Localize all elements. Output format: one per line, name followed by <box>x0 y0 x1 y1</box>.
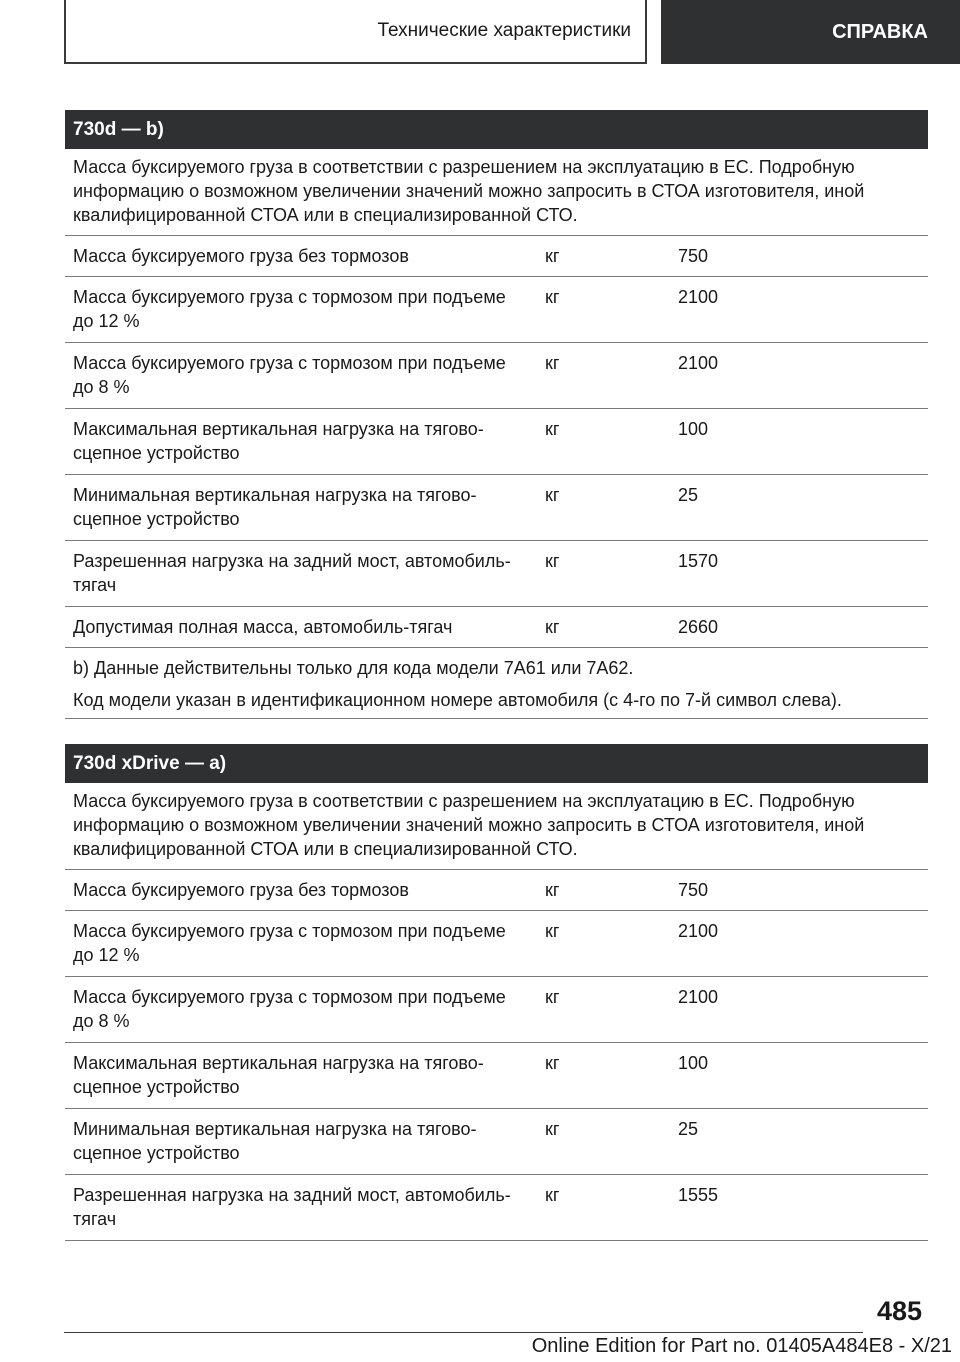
row-label: Разрешенная нагрузка на задний мост, автомобиль-тягач <box>73 551 511 595</box>
running-header-section <box>64 0 647 64</box>
row-value: 2100 <box>678 987 719 1007</box>
row-unit: кг <box>545 551 560 571</box>
table-row <box>65 1175 928 1241</box>
row-value: 2100 <box>678 921 719 941</box>
chapter-title: СПРАВКА <box>832 20 928 43</box>
row-value: 2100 <box>678 287 719 307</box>
section-title: Технические характеристики <box>377 20 631 41</box>
row-unit: кг <box>545 1053 560 1073</box>
table-row <box>65 409 928 475</box>
footnote: b) Данные действительны только для кода модели 7A61 или 7A62. <box>73 658 634 678</box>
row-label: Масса буксируемого груза без тормозов <box>73 246 409 266</box>
row-label: Масса буксируемого груза с тормозом при подъеме до 12 % <box>73 287 506 331</box>
row-unit: кг <box>545 485 560 505</box>
footer-divider <box>64 1332 863 1333</box>
row-unit: кг <box>545 880 560 900</box>
table-row <box>65 911 928 977</box>
table-row <box>65 1043 928 1109</box>
table-row <box>65 541 928 607</box>
table-title: 730d xDrive — a) <box>65 744 928 783</box>
page-number: 485 <box>876 1296 922 1326</box>
row-label: Разрешенная нагрузка на задний мост, автомобиль-тягач <box>73 1185 511 1229</box>
row-value: 100 <box>678 1053 709 1073</box>
row-label: Максимальная вертикальная нагрузка на тягово-сцепное устройство <box>73 1053 484 1097</box>
row-unit: кг <box>545 1119 560 1139</box>
row-unit: кг <box>545 1185 560 1205</box>
row-label: Масса буксируемого груза с тормозом при подъеме до 8 % <box>73 353 506 397</box>
row-value: 750 <box>678 880 709 900</box>
table-row <box>65 236 928 277</box>
row-label: Минимальная вертикальная нагрузка на тягово-сцепное устройство <box>73 485 477 529</box>
row-value: 2660 <box>678 617 719 637</box>
row-value: 2100 <box>678 353 719 373</box>
table-row <box>65 1109 928 1175</box>
table-intro: Масса буксируемого груза в соответствии с разрешением на эксплуатацию в ЕС. Подробную информацию о возможном увеличении значений можно запросить в СТОА изготовителя, иной квалифицированной СТОА или в специализированной СТО. <box>65 149 928 236</box>
model-code-note: Код модели указан в идентификационном номере автомобиля (с 4-го по 7-й символ слева). <box>73 690 842 710</box>
row-value: 100 <box>678 419 709 439</box>
table-row <box>65 607 928 648</box>
row-value: 25 <box>678 1119 699 1139</box>
table-title: 730d — b) <box>65 110 928 149</box>
row-value: 750 <box>678 246 709 266</box>
row-unit: кг <box>545 921 560 941</box>
row-unit: кг <box>545 617 560 637</box>
row-unit: кг <box>545 353 560 373</box>
row-unit: кг <box>545 246 560 266</box>
chapter-tab <box>661 0 960 64</box>
table-row <box>65 277 928 343</box>
row-label: Допустимая полная масса, автомобиль-тягач <box>73 617 453 637</box>
row-unit: кг <box>545 987 560 1007</box>
row-label: Масса буксируемого груза с тормозом при подъеме до 8 % <box>73 987 506 1031</box>
row-label: Максимальная вертикальная нагрузка на тягово-сцепное устройство <box>73 419 484 463</box>
row-unit: кг <box>545 419 560 439</box>
spec-table-730d-xdrive <box>65 744 928 1241</box>
row-unit: кг <box>545 287 560 307</box>
row-label: Минимальная вертикальная нагрузка на тягово-сцепное устройство <box>73 1119 477 1163</box>
table-row <box>65 475 928 541</box>
row-value: 1570 <box>678 551 719 571</box>
table-row <box>65 870 928 911</box>
table-row <box>65 343 928 409</box>
table-notes <box>65 648 928 719</box>
row-label: Масса буксируемого груза без тормозов <box>73 880 409 900</box>
row-value: 25 <box>678 485 699 505</box>
footer-edition: Online Edition for Part no. 01405A484E8 - X/21 <box>531 1335 952 1357</box>
row-label: Масса буксируемого груза с тормозом при подъеме до 12 % <box>73 921 506 965</box>
row-value: 1555 <box>678 1185 719 1205</box>
table-intro: Масса буксируемого груза в соответствии с разрешением на эксплуатацию в ЕС. Подробную информацию о возможном увеличении значений можно запросить в СТОА изготовителя, иной квалифицированной СТОА или в специализированной СТО. <box>65 783 928 870</box>
table-row <box>65 977 928 1043</box>
spec-table-730d <box>65 110 928 719</box>
